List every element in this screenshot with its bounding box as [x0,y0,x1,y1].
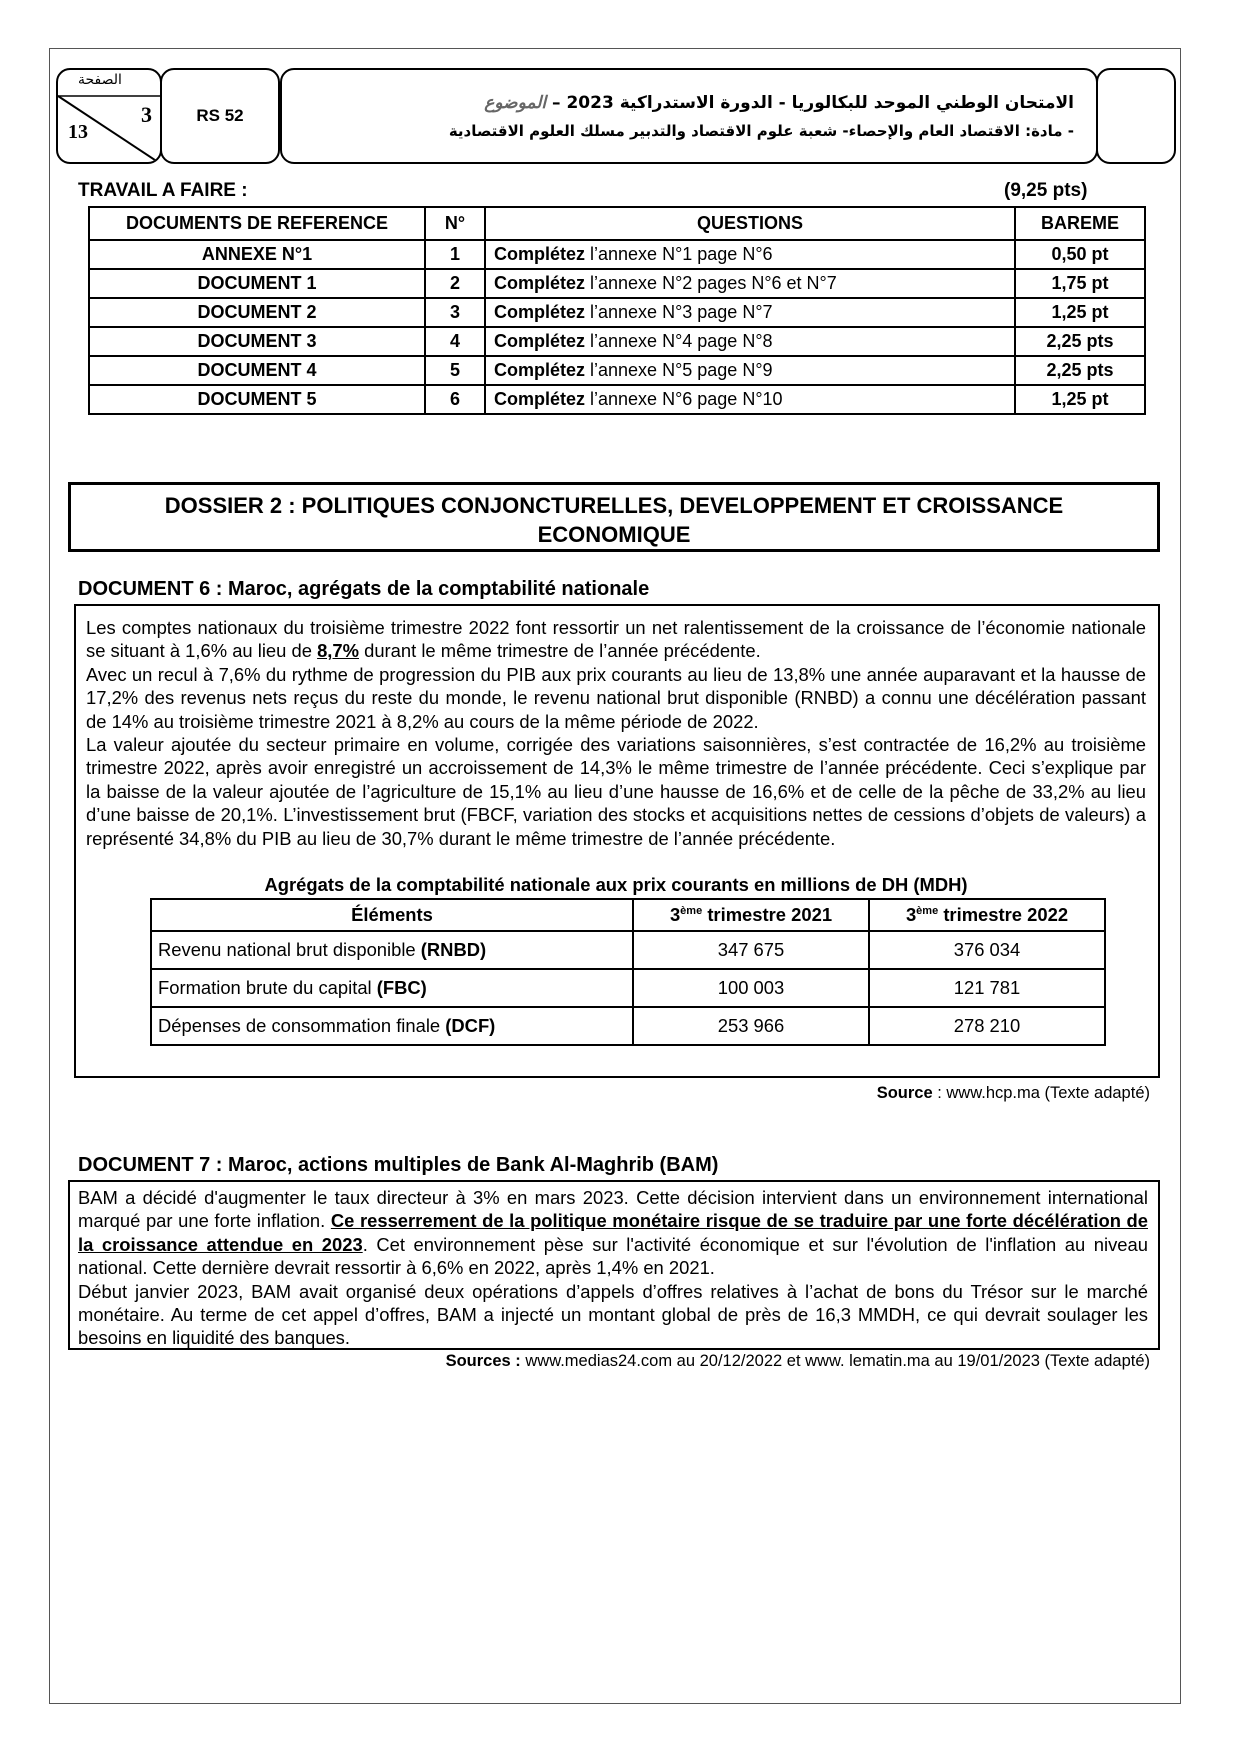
table-row [89,298,1145,327]
row-question: Complétez l’annexe N°5 page N°9 [485,356,1015,385]
dossier-banner [68,482,1160,552]
dossier-title-line2: ECONOMIQUE [537,522,691,547]
doc7-paragraph: Début janvier 2023, BAM avait organisé deux opérations d’appels d’offres relatives à l’achat de bons du Trésor sur le marché monétaire. Au terme de cet appel d’offres, BAM a injecté un montant global de près de 16,3 MMDH, ce qui devrait soulager les besoins en liquidité des banques. [78,1280,1148,1349]
doc7-heading: DOCUMENT 7 : Maroc, actions multiples de Bank Al-Maghrib (BAM) [78,1154,719,1176]
row-reference: DOCUMENT 4 [89,356,425,385]
row-question: Complétez l’annexe N°2 pages N°6 et N°7 [485,269,1015,298]
row-points: 0,50 pt [1015,240,1145,269]
travail-title: TRAVAIL A FAIRE : [78,180,248,201]
doc7-box [68,1180,1160,1350]
doc6-heading: DOCUMENT 6 : Maroc, agrégats de la comptabilité nationale [78,578,650,600]
doc7-source: Sources : www.medias24.com au 20/12/2022 et www. lematin.ma au 19/01/2023 (Texte adapté) [445,1352,1150,1370]
table-row [89,356,1145,385]
col-header-number: N° [425,207,485,240]
exam-title-box [280,68,1098,164]
doc6-source: Source : www.hcp.ma (Texte adapté) [876,1084,1150,1102]
doc7-text [78,1186,1148,1350]
exam-title-line1: الامتحان الوطني الموحد للبكالوريا - الدورة الاستدراكية 2023 – الموضوع [484,93,1074,113]
row-reference: DOCUMENT 5 [89,385,425,414]
col-header-2022: 3ème trimestre 2022 [869,899,1105,931]
row-points: 2,25 pts [1015,327,1145,356]
total-pages: 13 [68,121,88,143]
row-number: 4 [425,327,485,356]
row-reference: DOCUMENT 1 [89,269,425,298]
col-header-bareme: BAREME [1015,207,1145,240]
table-row [151,1007,1105,1045]
row-reference: DOCUMENT 3 [89,327,425,356]
row-points: 1,25 pt [1015,385,1145,414]
row-value-2022: 376 034 [869,931,1105,969]
row-question: Complétez l’annexe N°1 page N°6 [485,240,1015,269]
doc6-text [86,616,1146,850]
row-reference: DOCUMENT 2 [89,298,425,327]
exam-code-box [160,68,280,164]
row-question: Complétez l’annexe N°3 page N°7 [485,298,1015,327]
exam-title-line2: - مادة: الاقتصاد العام والإحصاء- شعبة علوم الاقتصاد والتدبير مسلك العلوم الاقتصادية [448,122,1074,140]
col-header-references: DOCUMENTS DE REFERENCE [89,207,425,240]
exam-code: RS 52 [196,106,244,125]
dossier-title-line1: DOSSIER 2 : POLITIQUES CONJONCTURELLES, DEVELOPPEMENT ET CROISSANCE [164,493,1064,518]
table-row [89,269,1145,298]
aggregates-table [150,898,1106,1046]
doc7-paragraph: BAM a décidé d'augmenter le taux directeur à 3% en mars 2023. Cette décision intervient dans un environnement international marqué par une forte inflation. Ce resserrement de la politique monétaire risque de se traduire par une forte décélération de la croissance attendue en 2023. Cet environnement pèse sur l'activité économique et sur l'évolution de l'inflation au niveau national. Cette dernière devrait ressortir à 6,6% en 2022, après 1,4% en 2021. [78,1187,1149,1279]
row-number: 2 [425,269,485,298]
travail-table [88,206,1146,415]
row-value-2021: 253 966 [633,1007,869,1045]
table-row [89,240,1145,269]
page-number: 3 [141,102,152,127]
row-element: Revenu national brut disponible (RNBD) [151,931,633,969]
row-element: Formation brute du capital (FBC) [151,969,633,1007]
table-header-row [151,899,1105,931]
row-value-2022: 121 781 [869,969,1105,1007]
row-points: 2,25 pts [1015,356,1145,385]
doc6-paragraph: Avec un recul à 7,6% du rythme de progression du PIB aux prix courants au lieu de 13,8% une année auparavant et la hausse de 17,2% des revenus nets reçus du reste du monde, le revenu national brut disponible (RNBD) a connu une décélération passant de 14% au troisième trimestre 2021 à 8,2% au cours de la même période de 2022. [86,663,1146,732]
table-row [151,969,1105,1007]
subject-mark: الموضوع [484,93,547,113]
row-value-2021: 100 003 [633,969,869,1007]
table-header-row [89,207,1145,240]
row-number: 1 [425,240,485,269]
row-value-2022: 278 210 [869,1007,1105,1045]
table-row [89,327,1145,356]
row-question: Complétez l’annexe N°4 page N°8 [485,327,1015,356]
doc6-box [74,604,1160,1078]
highlight-sentence: Ce resserrement de la politique monétaire risque de se traduire par une forte décélération de la croissance attendue en 2023 [78,1210,1149,1255]
doc6-paragraph: La valeur ajoutée du secteur primaire en volume, corrigée des variations saisonnières, s’est contractée de 16,2% au troisième trimestre 2022, après avoir enregistré un accroissement de 14,3% le même trimestre de l’année précédente. Ceci s’explique par la baisse de la valeur ajoutée de l’agriculture de 15,1% au lieu d’une hausse de 16,6% et de celle de la pêche de 33,2% au lieu d’une baisse de 20,1%. L’investissement brut (FBCF, variation des stocks et acquisitions nettes de cessions d’objets de valeurs) a représenté 34,8% du PIB au lieu de 30,7% durant le même trimestre de l’année précédente. [86,734,1146,849]
page-label: الصفحة [78,72,122,88]
row-reference: ANNEXE N°1 [89,240,425,269]
aggregates-table-title: Agrégats de la comptabilité nationale aux prix courants en millions de DH (MDH) [264,874,968,896]
row-question: Complétez l’annexe N°6 page N°10 [485,385,1015,414]
doc6-paragraph: Les comptes nationaux du troisième trimestre 2022 font ressortir un net ralentissement de la croissance de l’économie nationale se situant à 1,6% au lieu de 8,7% durant le même trimestre de l’année précédente. [86,617,1146,662]
row-points: 1,75 pt [1015,269,1145,298]
page-number-box [56,68,162,164]
row-number: 3 [425,298,485,327]
highlight-value: 8,7% [317,640,359,662]
col-header-questions: QUESTIONS [485,207,1015,240]
row-number: 6 [425,385,485,414]
row-number: 5 [425,356,485,385]
col-header-elements: Éléments [151,899,633,931]
blank-header-box [1096,68,1176,164]
row-element: Dépenses de consommation finale (DCF) [151,1007,633,1045]
col-header-2021: 3ème trimestre 2021 [633,899,869,931]
table-row [151,931,1105,969]
table-row [89,385,1145,414]
row-points: 1,25 pt [1015,298,1145,327]
travail-total-points: (9,25 pts) [1004,180,1088,201]
row-value-2021: 347 675 [633,931,869,969]
